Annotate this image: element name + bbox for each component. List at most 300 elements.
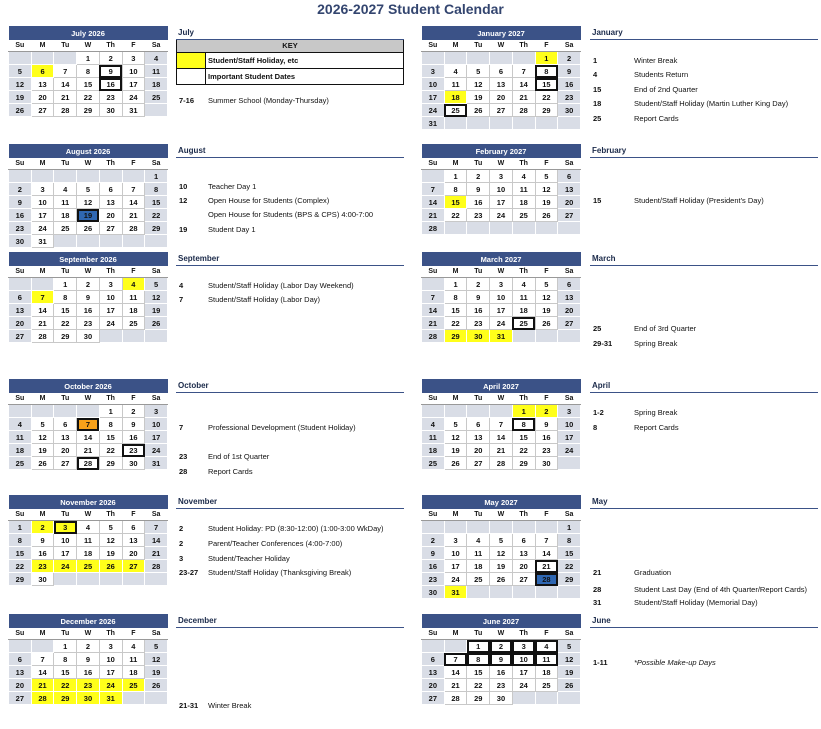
month-grid-august-2026	[8, 144, 168, 248]
event-text: Summer School (Monday-Thursday)	[208, 96, 329, 105]
day-cell: 20	[54, 444, 77, 457]
event-date: 1-2	[593, 408, 604, 417]
day-cell: 20	[512, 560, 535, 573]
month-title: April 2027	[422, 379, 581, 393]
day-cell: 8	[145, 183, 168, 196]
empty-cell	[467, 586, 490, 599]
day-cell: 16	[9, 209, 32, 222]
day-cell: 16	[31, 547, 54, 560]
event-date: 3	[179, 554, 184, 563]
day-cell: 18	[9, 444, 32, 457]
day-cell: 29	[99, 457, 122, 470]
event-text: End of 3rd Quarter	[634, 324, 697, 333]
weekday-header: W	[490, 393, 513, 405]
day-cell: 14	[122, 196, 145, 209]
event-row	[593, 70, 819, 80]
day-cell: 20	[422, 679, 445, 692]
day-cell: 16	[467, 304, 490, 317]
day-cell: 7	[77, 418, 100, 431]
month-grid-march-2027	[421, 252, 581, 343]
weekday-header: Su	[422, 509, 445, 521]
day-cell: 13	[490, 78, 513, 91]
day-cell: 29	[9, 573, 32, 586]
day-cell: 21	[422, 317, 445, 330]
weekday-header: Sa	[145, 628, 168, 640]
weekday-header: Th	[99, 393, 122, 405]
weekday-header: W	[490, 509, 513, 521]
day-cell: 25	[77, 560, 100, 573]
day-cell: 26	[77, 222, 100, 235]
weekday-header: Tu	[467, 628, 490, 640]
day-cell: 19	[145, 304, 168, 317]
day-cell: 1	[99, 405, 122, 418]
day-cell: 6	[558, 278, 581, 291]
day-cell: 25	[145, 91, 168, 104]
day-cell: 22	[99, 444, 122, 457]
day-cell: 24	[444, 573, 467, 586]
weekday-header: Th	[99, 509, 122, 521]
day-cell: 21	[122, 209, 145, 222]
day-cell: 7	[422, 291, 445, 304]
day-cell: 31	[31, 235, 54, 248]
empty-cell	[422, 640, 445, 653]
day-cell: 28	[54, 104, 77, 117]
event-date: 15	[593, 196, 602, 205]
day-cell: 16	[77, 304, 100, 317]
day-cell: 23	[490, 679, 513, 692]
day-cell: 2	[467, 278, 490, 291]
event-text: Student/Staff Holiday (Martin Luther King Day)	[634, 99, 789, 108]
event-text: Student/Teacher Holiday	[208, 554, 290, 563]
day-cell: 15	[99, 431, 122, 444]
day-cell: 19	[77, 209, 100, 222]
day-cell: 31	[422, 117, 445, 130]
weekday-header: Sa	[145, 266, 168, 278]
empty-cell	[490, 405, 513, 418]
weekday-header: Sa	[558, 393, 581, 405]
day-cell: 25	[512, 209, 535, 222]
day-cell: 19	[535, 304, 558, 317]
day-cell: 2	[9, 183, 32, 196]
day-cell: 25	[122, 317, 145, 330]
empty-cell	[535, 692, 558, 705]
day-cell: 13	[54, 431, 77, 444]
day-cell: 5	[444, 418, 467, 431]
event-row	[179, 452, 405, 462]
empty-cell	[558, 330, 581, 343]
day-cell: 11	[422, 431, 445, 444]
month-heading-february: February	[590, 144, 818, 158]
day-cell: 1	[145, 170, 168, 183]
day-cell: 16	[422, 560, 445, 573]
day-cell: 17	[145, 431, 168, 444]
month-grid-april-2027	[421, 379, 581, 470]
event-row	[179, 701, 405, 711]
day-cell: 3	[31, 183, 54, 196]
event-row	[179, 96, 405, 106]
empty-cell	[535, 586, 558, 599]
day-cell: 2	[99, 52, 122, 65]
day-cell: 27	[99, 222, 122, 235]
day-cell: 13	[558, 291, 581, 304]
day-cell: 13	[558, 183, 581, 196]
key-row-holiday	[177, 53, 403, 69]
event-text: Student/Staff Holiday (Memorial Day)	[634, 598, 758, 607]
day-cell: 13	[9, 304, 32, 317]
day-cell: 21	[77, 444, 100, 457]
day-cell: 20	[9, 317, 32, 330]
day-cell: 23	[467, 317, 490, 330]
event-text: Professional Development (Student Holiday)	[208, 423, 356, 432]
day-cell: 5	[535, 170, 558, 183]
day-cell: 12	[77, 196, 100, 209]
weekday-header: Sa	[558, 266, 581, 278]
day-cell: 19	[145, 666, 168, 679]
month-title: December 2026	[9, 614, 168, 628]
day-cell: 7	[422, 183, 445, 196]
day-cell: 8	[444, 291, 467, 304]
day-cell: 9	[490, 653, 513, 666]
day-cell: 21	[31, 317, 54, 330]
empty-cell	[9, 52, 32, 65]
day-cell: 25	[9, 457, 32, 470]
day-cell: 4	[512, 170, 535, 183]
day-cell: 14	[31, 666, 54, 679]
day-cell: 3	[490, 170, 513, 183]
weekday-header: Tu	[467, 393, 490, 405]
day-cell: 17	[54, 547, 77, 560]
weekday-header: F	[122, 509, 145, 521]
day-cell: 30	[77, 330, 100, 343]
day-cell: 4	[122, 640, 145, 653]
weekday-header: W	[77, 393, 100, 405]
day-cell: 10	[31, 196, 54, 209]
weekday-header: Su	[9, 158, 32, 170]
empty-cell	[535, 117, 558, 130]
event-date: 7	[179, 295, 184, 304]
day-cell: 27	[122, 560, 145, 573]
empty-cell	[9, 170, 32, 183]
day-cell: 22	[535, 91, 558, 104]
day-cell: 14	[444, 666, 467, 679]
day-cell: 19	[467, 91, 490, 104]
day-cell: 22	[145, 209, 168, 222]
empty-cell	[467, 521, 490, 534]
day-cell: 22	[9, 560, 32, 573]
day-cell: 16	[77, 666, 100, 679]
month-heading-october: October	[176, 379, 404, 393]
event-text: Student Day 1	[208, 225, 256, 234]
event-date: 25	[593, 114, 602, 123]
day-cell: 25	[512, 317, 535, 330]
weekday-header: M	[444, 393, 467, 405]
empty-cell	[31, 278, 54, 291]
day-cell: 3	[444, 534, 467, 547]
day-cell: 26	[9, 104, 32, 117]
weekday-header: W	[77, 628, 100, 640]
event-row	[179, 281, 405, 291]
day-cell: 28	[145, 560, 168, 573]
day-cell: 29	[54, 692, 77, 705]
day-cell: 29	[558, 573, 581, 586]
day-cell: 5	[535, 278, 558, 291]
day-cell: 13	[99, 196, 122, 209]
key-label-important: Important Student Dates	[208, 72, 296, 81]
day-cell: 15	[145, 196, 168, 209]
weekday-header: Tu	[467, 509, 490, 521]
day-cell: 6	[31, 65, 54, 78]
day-cell: 24	[558, 444, 581, 457]
empty-cell	[77, 170, 100, 183]
weekday-header: Tu	[467, 40, 490, 52]
day-cell: 5	[145, 640, 168, 653]
empty-cell	[145, 104, 168, 117]
event-date: 23	[179, 452, 188, 461]
day-cell: 5	[99, 521, 122, 534]
day-cell: 14	[422, 196, 445, 209]
day-cell: 9	[99, 65, 122, 78]
weekday-header: M	[31, 393, 54, 405]
month-heading-december: December	[176, 614, 404, 628]
day-cell: 15	[444, 196, 467, 209]
empty-cell	[558, 586, 581, 599]
event-date: 21-31	[179, 701, 199, 710]
event-text: Winter Break	[208, 701, 252, 710]
day-cell: 14	[490, 431, 513, 444]
day-cell: 15	[9, 547, 32, 560]
day-cell: 23	[31, 560, 54, 573]
day-cell: 3	[122, 52, 145, 65]
day-cell: 26	[535, 317, 558, 330]
weekday-header: F	[535, 509, 558, 521]
event-row	[179, 524, 405, 534]
empty-cell	[444, 222, 467, 235]
empty-cell	[467, 52, 490, 65]
month-heading-march: March	[590, 252, 818, 266]
event-text: Graduation	[634, 568, 672, 577]
day-cell: 1	[54, 278, 77, 291]
day-cell: 5	[145, 278, 168, 291]
day-cell: 28	[122, 222, 145, 235]
event-date: 7-16	[179, 96, 195, 105]
weekday-header: F	[535, 628, 558, 640]
day-cell: 23	[77, 679, 100, 692]
day-cell: 11	[444, 78, 467, 91]
empty-cell	[77, 405, 100, 418]
day-cell: 21	[422, 209, 445, 222]
day-cell: 27	[9, 692, 32, 705]
day-cell: 13	[512, 547, 535, 560]
event-date: 2	[179, 539, 184, 548]
empty-cell	[145, 330, 168, 343]
weekday-header: Tu	[54, 158, 77, 170]
day-cell: 9	[31, 534, 54, 547]
day-cell: 12	[9, 78, 32, 91]
weekday-header: M	[31, 509, 54, 521]
weekday-header: W	[77, 266, 100, 278]
day-cell: 12	[490, 547, 513, 560]
day-cell: 17	[99, 304, 122, 317]
empty-cell	[9, 640, 32, 653]
day-cell: 13	[467, 431, 490, 444]
event-row	[593, 423, 819, 433]
weekday-header: M	[444, 628, 467, 640]
weekday-header: W	[77, 40, 100, 52]
day-cell: 6	[122, 521, 145, 534]
day-cell: 29	[467, 692, 490, 705]
empty-cell	[9, 278, 32, 291]
weekday-header: Tu	[54, 40, 77, 52]
event-text: Student/Staff Holiday (Labor Day)	[208, 295, 321, 304]
day-cell: 7	[31, 291, 54, 304]
event-text: *Possible Make-up Days	[634, 658, 716, 667]
weekday-header: Sa	[558, 40, 581, 52]
weekday-header: W	[490, 266, 513, 278]
event-text: End of 1st Quarter	[208, 452, 270, 461]
weekday-header: W	[77, 509, 100, 521]
page-title: 2026-2027 Student Calendar	[317, 1, 504, 17]
empty-cell	[145, 235, 168, 248]
day-cell: 17	[558, 431, 581, 444]
day-cell: 22	[54, 317, 77, 330]
day-cell: 16	[122, 431, 145, 444]
day-cell: 20	[558, 196, 581, 209]
event-row	[179, 295, 405, 305]
empty-cell	[558, 692, 581, 705]
day-cell: 11	[122, 653, 145, 666]
weekday-header: F	[535, 40, 558, 52]
day-cell: 18	[512, 196, 535, 209]
day-cell: 9	[467, 291, 490, 304]
day-cell: 29	[512, 457, 535, 470]
day-cell: 4	[77, 521, 100, 534]
event-text: Report Cards	[634, 114, 679, 123]
day-cell: 18	[122, 666, 145, 679]
day-cell: 13	[9, 666, 32, 679]
event-date: 2	[179, 524, 184, 533]
event-text: Open House for Students (BPS & CPS) 4:00-7:00	[208, 210, 374, 219]
month-grid-may-2027	[421, 495, 581, 599]
day-cell: 28	[444, 692, 467, 705]
day-cell: 7	[54, 65, 77, 78]
day-cell: 9	[558, 65, 581, 78]
day-cell: 4	[422, 418, 445, 431]
day-cell: 30	[535, 457, 558, 470]
day-cell: 30	[31, 573, 54, 586]
weekday-header: F	[122, 393, 145, 405]
day-cell: 4	[467, 534, 490, 547]
day-cell: 4	[535, 640, 558, 653]
month-title: January 2027	[422, 26, 581, 40]
day-cell: 8	[512, 418, 535, 431]
weekday-header: M	[444, 266, 467, 278]
weekday-header: M	[444, 509, 467, 521]
event-row	[593, 408, 819, 418]
day-cell: 27	[31, 104, 54, 117]
day-cell: 23	[77, 317, 100, 330]
empty-cell	[122, 330, 145, 343]
empty-cell	[444, 52, 467, 65]
empty-cell	[31, 640, 54, 653]
day-cell: 26	[145, 679, 168, 692]
day-cell: 16	[99, 78, 122, 91]
day-cell: 12	[99, 534, 122, 547]
month-title: March 2027	[422, 252, 581, 266]
event-row	[593, 598, 819, 608]
event-date: 12	[179, 196, 188, 205]
day-cell: 6	[490, 65, 513, 78]
day-cell: 3	[54, 521, 77, 534]
event-text: Report Cards	[208, 467, 253, 476]
day-cell: 13	[122, 534, 145, 547]
day-cell: 1	[558, 521, 581, 534]
day-cell: 20	[31, 91, 54, 104]
event-row	[593, 85, 819, 95]
day-cell: 21	[512, 91, 535, 104]
day-cell: 24	[122, 91, 145, 104]
day-cell: 29	[54, 330, 77, 343]
day-cell: 17	[512, 666, 535, 679]
event-date: 4	[179, 281, 184, 290]
day-cell: 10	[512, 653, 535, 666]
day-cell: 5	[77, 183, 100, 196]
weekday-header: W	[77, 158, 100, 170]
day-cell: 9	[122, 418, 145, 431]
day-cell: 22	[467, 679, 490, 692]
day-cell: 22	[77, 91, 100, 104]
event-date: 19	[179, 225, 188, 234]
empty-cell	[535, 222, 558, 235]
weekday-header: Sa	[558, 509, 581, 521]
month-title: October 2026	[9, 379, 168, 393]
weekday-header: Th	[99, 628, 122, 640]
day-cell: 19	[558, 666, 581, 679]
month-heading-august: August	[176, 144, 404, 158]
day-cell: 23	[99, 91, 122, 104]
empty-cell	[31, 405, 54, 418]
day-cell: 20	[99, 209, 122, 222]
day-cell: 9	[467, 183, 490, 196]
day-cell: 21	[145, 547, 168, 560]
weekday-header: Sa	[145, 393, 168, 405]
weekday-header: Sa	[558, 158, 581, 170]
day-cell: 2	[535, 405, 558, 418]
day-cell: 23	[467, 209, 490, 222]
day-cell: 31	[99, 692, 122, 705]
empty-cell	[54, 235, 77, 248]
day-cell: 22	[444, 317, 467, 330]
day-cell: 19	[490, 560, 513, 573]
day-cell: 10	[558, 418, 581, 431]
day-cell: 14	[54, 78, 77, 91]
day-cell: 8	[99, 418, 122, 431]
day-cell: 25	[122, 679, 145, 692]
day-cell: 10	[122, 65, 145, 78]
month-grid-february-2027	[421, 144, 581, 235]
day-cell: 10	[99, 653, 122, 666]
month-grid-july-2026	[8, 26, 168, 117]
day-cell: 24	[490, 209, 513, 222]
day-cell: 11	[145, 65, 168, 78]
weekday-header: F	[535, 393, 558, 405]
event-row	[593, 658, 819, 668]
day-cell: 19	[31, 444, 54, 457]
day-cell: 3	[512, 640, 535, 653]
empty-cell	[512, 52, 535, 65]
day-cell: 24	[99, 317, 122, 330]
event-date: 25	[593, 324, 602, 333]
event-text: Student/Staff Holiday (President's Day)	[634, 196, 764, 205]
